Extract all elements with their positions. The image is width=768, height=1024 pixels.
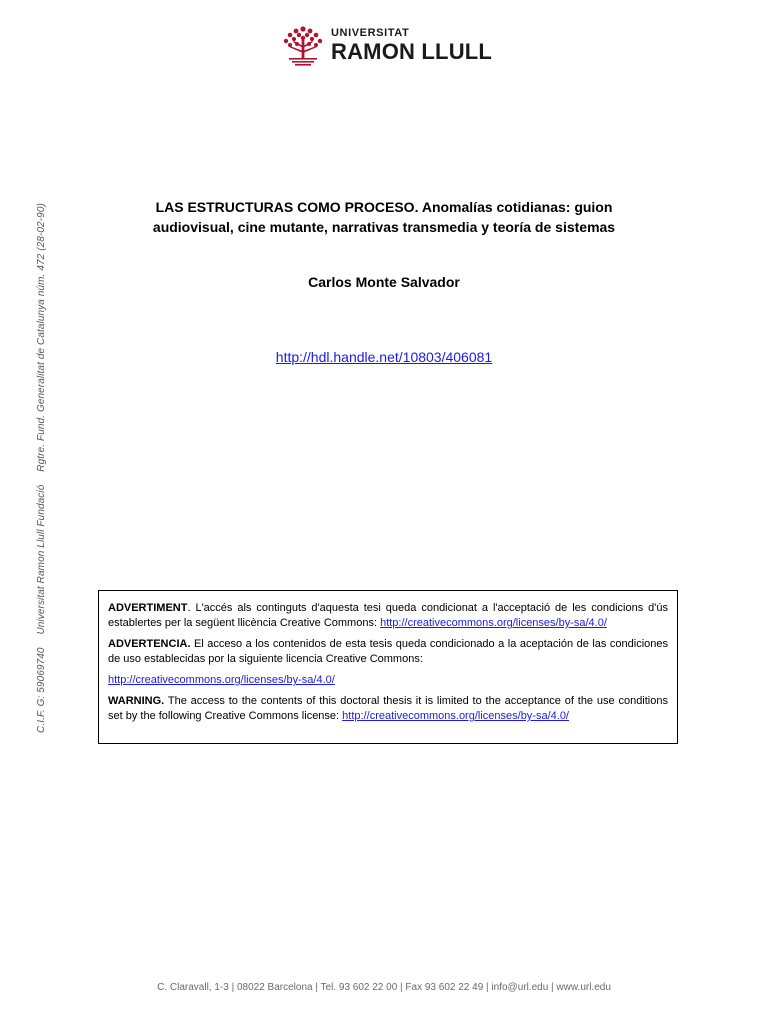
side-text-registry: Rgtre. Fund. Generalitat de Catalunya núm. 472 (28-02-90) [36,203,47,472]
thesis-author: Carlos Monte Salvador [308,274,460,290]
side-text-cif: C.I.F. G: 59069740 [36,647,47,733]
handle-link[interactable]: http://hdl.handle.net/10803/406081 [275,349,493,365]
notice-catalan-label: ADVERTIMENT [108,602,188,614]
handle-link-container [100,349,668,365]
logo-wordmark [331,28,492,63]
notice-catalan [108,601,668,631]
side-text-foundation: Universitat Ramon Llull Fundació [36,484,47,635]
logo-line-ramon-llull: RAMON LLULL [331,38,493,64]
tree-emblem-icon [281,24,325,66]
notice-spanish [108,637,668,667]
university-logo [281,24,492,66]
notice-spanish-link-line [108,673,668,688]
thesis-title-line-1: LAS ESTRUCTURAS COMO PROCESO. Anomalías cotidianas: guion [155,199,613,215]
thesis-title [100,197,668,237]
notice-catalan-text: . L'accés als continguts d'aquesta tesi queda condicionat a l'acceptació de les condicions d'ús establertes per la següent llicència Creative Commons: [108,602,668,629]
page-footer: C. Claravall, 1-3 | 08022 Barcelona | Tel. 93 602 22 00 | Fax 93 602 22 49 | info@url.edu | www.url.edu [157,982,611,993]
notice-spanish-license-link[interactable]: http://creativecommons.org/licenses/by-sa/4.0/ [108,674,335,686]
notice-spanish-text: El acceso a los contenidos de esta tesis queda condicionado a la aceptación de las condiciones de uso establecidas por la siguiente licencia Creative Commons: [108,638,668,665]
logo-line-universitat: UNIVERSITAT [331,26,410,39]
notice-english-license-link[interactable]: http://creativecommons.org/licenses/by-sa/4.0/ [342,710,569,722]
vertical-registry-text [36,193,47,733]
notice-english-label: WARNING. [108,695,165,707]
thesis-title-line-2: audiovisual, cine mutante, narrativas transmedia y teoría de sistemas [152,219,616,235]
notice-catalan-license-link[interactable]: http://creativecommons.org/licenses/by-sa/4.0/ [380,617,607,629]
notice-english [108,694,668,724]
notice-english-text: The access to the contents of this doctoral thesis it is limited to the acceptance of the use conditions set by the following Creative Commons license: [108,695,668,722]
license-notice-box [98,590,678,744]
notice-spanish-label: ADVERTENCIA. [108,638,191,650]
